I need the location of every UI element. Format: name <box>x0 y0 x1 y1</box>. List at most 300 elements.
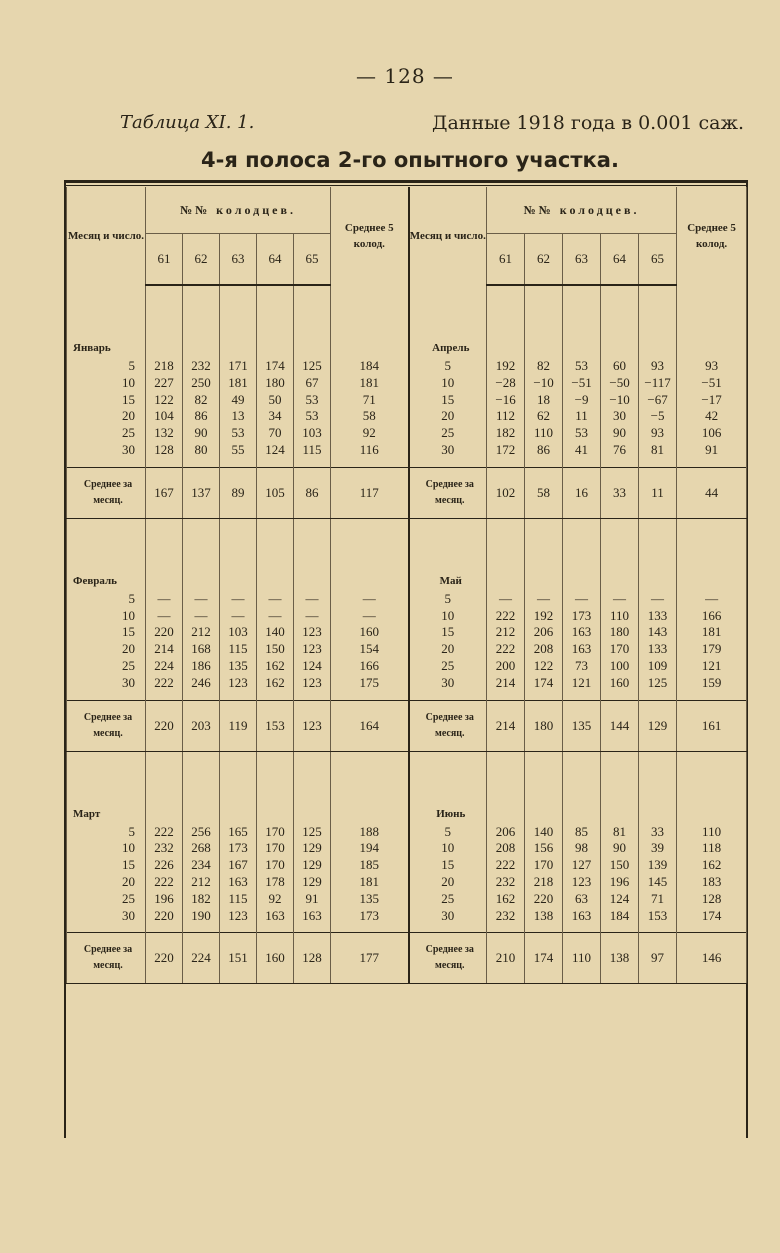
blank-cell <box>220 285 257 358</box>
day-cell-right: 5 <box>409 358 487 375</box>
value-cell: 170 <box>257 840 294 857</box>
month-average-value: 97 <box>639 933 677 984</box>
avg-value-cell: 135 <box>331 891 409 908</box>
blank-cell <box>294 459 331 468</box>
value-cell: 165 <box>220 824 257 841</box>
value-cell: 173 <box>220 840 257 857</box>
avg-value-cell: 166 <box>677 608 747 625</box>
month-average-row <box>67 700 747 751</box>
value-cell: 196 <box>146 891 183 908</box>
value-cell: 138 <box>525 908 563 925</box>
value-cell: 127 <box>563 857 601 874</box>
month-average-value: 11 <box>639 467 677 518</box>
value-cell: 163 <box>220 874 257 891</box>
blank-cell <box>294 518 331 591</box>
value-cell: 192 <box>487 358 525 375</box>
month-average-value: 138 <box>601 933 639 984</box>
blank-cell <box>601 459 639 468</box>
value-cell: 150 <box>601 857 639 874</box>
month-average-row <box>67 467 747 518</box>
well-header: 62 <box>525 234 563 286</box>
avg-value-cell: 194 <box>331 840 409 857</box>
value-cell: 222 <box>146 675 183 692</box>
well-header: 62 <box>183 234 220 286</box>
value-cell: 226 <box>146 857 183 874</box>
day-cell-left: 15 <box>67 624 146 641</box>
month-average-value: 153 <box>257 700 294 751</box>
value-cell: 227 <box>146 375 183 392</box>
month-average-value: 86 <box>294 467 331 518</box>
well-header: 63 <box>563 234 601 286</box>
value-cell: — <box>257 608 294 625</box>
month-average-value: 220 <box>146 700 183 751</box>
value-cell: 125 <box>639 675 677 692</box>
month-average-value: 220 <box>146 933 183 984</box>
day-cell-left: 25 <box>67 425 146 442</box>
value-cell: 145 <box>639 874 677 891</box>
month-average-value: 33 <box>601 467 639 518</box>
month-average-value: 135 <box>563 700 601 751</box>
avg-value-cell: 174 <box>677 908 747 925</box>
value-cell: 125 <box>294 358 331 375</box>
avg-value-cell: 188 <box>331 824 409 841</box>
blank-cell <box>294 285 331 358</box>
value-cell: −9 <box>563 392 601 409</box>
value-cell: 208 <box>487 840 525 857</box>
value-cell: 110 <box>601 608 639 625</box>
month-average-label-right: Среднее за месяц. <box>409 933 487 984</box>
value-cell: 171 <box>220 358 257 375</box>
month-average-total: 161 <box>677 700 747 751</box>
day-cell-right: 30 <box>409 442 487 459</box>
blank-cell <box>525 924 563 933</box>
table-row <box>67 857 747 874</box>
value-cell: 53 <box>294 408 331 425</box>
value-cell: 93 <box>639 425 677 442</box>
value-cell: 222 <box>146 824 183 841</box>
value-cell: 139 <box>639 857 677 874</box>
blank-cell <box>183 751 220 824</box>
value-cell: 218 <box>525 874 563 891</box>
well-header: 65 <box>639 234 677 286</box>
blank-cell <box>220 459 257 468</box>
day-cell-left: 10 <box>67 375 146 392</box>
value-cell: 163 <box>257 908 294 925</box>
well-header: 65 <box>294 234 331 286</box>
avg-value-cell: 42 <box>677 408 747 425</box>
avg-value-cell: 118 <box>677 840 747 857</box>
month-average-value: 151 <box>220 933 257 984</box>
value-cell: −117 <box>639 375 677 392</box>
value-cell: −16 <box>487 392 525 409</box>
value-cell: 123 <box>220 675 257 692</box>
value-cell: 123 <box>220 908 257 925</box>
value-cell: 162 <box>257 675 294 692</box>
value-cell: 234 <box>183 857 220 874</box>
avg-value-cell: 91 <box>677 442 747 459</box>
blank-cell <box>487 751 525 824</box>
blank-cell <box>257 692 294 701</box>
blank-cell <box>146 692 183 701</box>
blank-cell <box>525 692 563 701</box>
month-average-value: 16 <box>563 467 601 518</box>
blank-cell <box>639 751 677 824</box>
month-title-row <box>67 751 747 824</box>
blank-cell <box>183 924 220 933</box>
avg-value-cell: 181 <box>331 375 409 392</box>
day-cell-left: 5 <box>67 358 146 375</box>
value-cell: 115 <box>220 891 257 908</box>
value-cell: 62 <box>525 408 563 425</box>
value-cell: 55 <box>220 442 257 459</box>
value-cell: 162 <box>257 658 294 675</box>
avg-value-cell: 173 <box>331 908 409 925</box>
blank-cell <box>409 924 487 933</box>
value-cell: 110 <box>525 425 563 442</box>
blank-cell <box>257 285 294 358</box>
value-cell: 132 <box>146 425 183 442</box>
value-cell: 103 <box>294 425 331 442</box>
value-cell: 140 <box>257 624 294 641</box>
blank-cell <box>487 518 525 591</box>
value-cell: 232 <box>183 358 220 375</box>
value-cell: 115 <box>294 442 331 459</box>
avg-value-cell: 154 <box>331 641 409 658</box>
value-cell: 129 <box>294 840 331 857</box>
value-cell: 222 <box>146 874 183 891</box>
value-cell: 180 <box>601 624 639 641</box>
blank-cell <box>146 518 183 591</box>
value-cell: 162 <box>487 891 525 908</box>
value-cell: 200 <box>487 658 525 675</box>
value-cell: 174 <box>257 358 294 375</box>
table-row <box>67 658 747 675</box>
month-average-total: 146 <box>677 933 747 984</box>
value-cell: 71 <box>639 891 677 908</box>
value-cell: 246 <box>183 675 220 692</box>
avg-value-cell: — <box>677 591 747 608</box>
month-average-value: 105 <box>257 467 294 518</box>
value-cell: 206 <box>525 624 563 641</box>
month-name-left: Январь <box>67 285 146 358</box>
blank-cell <box>677 692 747 701</box>
month-average-label-right: Среднее за месяц. <box>409 700 487 751</box>
value-cell: 250 <box>183 375 220 392</box>
month-average-value: 137 <box>183 467 220 518</box>
blank-cell <box>294 692 331 701</box>
value-cell: 90 <box>601 840 639 857</box>
value-cell: 208 <box>525 641 563 658</box>
value-cell: — <box>487 591 525 608</box>
table-row <box>67 641 747 658</box>
value-cell: 67 <box>294 375 331 392</box>
value-cell: 184 <box>601 908 639 925</box>
value-cell: 150 <box>257 641 294 658</box>
month-average-label-left: Среднее за месяц. <box>67 467 146 518</box>
well-header: 61 <box>146 234 183 286</box>
month-average-value: 102 <box>487 467 525 518</box>
value-cell: 182 <box>487 425 525 442</box>
value-cell: 220 <box>146 624 183 641</box>
table-row <box>67 908 747 925</box>
value-cell: 90 <box>601 425 639 442</box>
blank-cell <box>220 518 257 591</box>
data-table <box>66 187 747 984</box>
table-subtitle: 4-я полоса 2-го опытного участка. <box>201 148 619 172</box>
blank-cell <box>677 459 747 468</box>
value-cell: −51 <box>563 375 601 392</box>
blank-cell <box>563 692 601 701</box>
value-cell: 39 <box>639 840 677 857</box>
month-average-total: 164 <box>331 700 409 751</box>
value-cell: 123 <box>294 675 331 692</box>
value-cell: — <box>146 591 183 608</box>
value-cell: 180 <box>257 375 294 392</box>
value-cell: 123 <box>563 874 601 891</box>
value-cell: 128 <box>146 442 183 459</box>
day-cell-left: 20 <box>67 874 146 891</box>
month-average-value: 214 <box>487 700 525 751</box>
table-row <box>67 824 747 841</box>
day-cell-right: 5 <box>409 591 487 608</box>
table-row <box>67 358 747 375</box>
month-title-row <box>67 285 747 358</box>
blank-cell <box>563 285 601 358</box>
month-average-label-left: Среднее за месяц. <box>67 933 146 984</box>
day-cell-left: 30 <box>67 675 146 692</box>
value-cell: 90 <box>183 425 220 442</box>
day-cell-right: 25 <box>409 891 487 908</box>
avg-value-cell: 121 <box>677 658 747 675</box>
value-cell: 163 <box>563 641 601 658</box>
value-cell: 123 <box>294 624 331 641</box>
avg-value-cell: 116 <box>331 442 409 459</box>
blank-cell <box>331 518 409 591</box>
value-cell: 186 <box>183 658 220 675</box>
avg-value-cell: −17 <box>677 392 747 409</box>
value-cell: 76 <box>601 442 639 459</box>
value-cell: 160 <box>601 675 639 692</box>
value-cell: 18 <box>525 392 563 409</box>
value-cell: 153 <box>639 908 677 925</box>
avg-value-cell: 58 <box>331 408 409 425</box>
value-cell: 181 <box>220 375 257 392</box>
table-row <box>67 392 747 409</box>
month-average-value: 110 <box>563 933 601 984</box>
value-cell: 129 <box>294 874 331 891</box>
data-table-frame <box>64 180 748 1138</box>
blank-cell <box>525 459 563 468</box>
value-cell: 182 <box>183 891 220 908</box>
value-cell: 80 <box>183 442 220 459</box>
value-cell: 53 <box>220 425 257 442</box>
month-average-value: 89 <box>220 467 257 518</box>
blank-cell <box>677 924 747 933</box>
day-cell-left: 10 <box>67 608 146 625</box>
value-cell: 121 <box>563 675 601 692</box>
blank-cell <box>257 518 294 591</box>
value-cell: 104 <box>146 408 183 425</box>
month-name-left: Февраль <box>67 518 146 591</box>
day-cell-right: 5 <box>409 824 487 841</box>
blank-cell <box>487 459 525 468</box>
blank-cell <box>487 285 525 358</box>
month-name-right: Июнь <box>409 751 487 824</box>
blank-cell <box>563 459 601 468</box>
month-average-label-left: Среднее за месяц. <box>67 700 146 751</box>
day-cell-right: 15 <box>409 392 487 409</box>
value-cell: 98 <box>563 840 601 857</box>
day-cell-left: 30 <box>67 442 146 459</box>
month-average-total: 117 <box>331 467 409 518</box>
blank-cell <box>183 459 220 468</box>
value-cell: 49 <box>220 392 257 409</box>
value-cell: 222 <box>487 608 525 625</box>
value-cell: — <box>146 608 183 625</box>
avg-value-cell: 181 <box>331 874 409 891</box>
value-cell: 133 <box>639 641 677 658</box>
value-cell: 220 <box>146 908 183 925</box>
blank-cell <box>183 285 220 358</box>
value-cell: 81 <box>639 442 677 459</box>
value-cell: 214 <box>146 641 183 658</box>
table-row <box>67 442 747 459</box>
value-cell: 163 <box>294 908 331 925</box>
well-header: 61 <box>487 234 525 286</box>
blank-cell <box>409 692 487 701</box>
month-average-value: 144 <box>601 700 639 751</box>
month-col-header-right: Месяц и число. <box>409 187 487 285</box>
month-average-value: 58 <box>525 467 563 518</box>
value-cell: 222 <box>487 641 525 658</box>
month-average-total: 44 <box>677 467 747 518</box>
blank-cell <box>677 518 747 591</box>
blank-cell <box>146 459 183 468</box>
month-average-value: 123 <box>294 700 331 751</box>
value-cell: 232 <box>487 908 525 925</box>
value-cell: 218 <box>146 358 183 375</box>
blank-cell <box>220 751 257 824</box>
blank-cell <box>601 924 639 933</box>
value-cell: 73 <box>563 658 601 675</box>
value-cell: 63 <box>563 891 601 908</box>
day-cell-left: 15 <box>67 392 146 409</box>
value-cell: 220 <box>525 891 563 908</box>
value-cell: — <box>525 591 563 608</box>
day-cell-right: 30 <box>409 908 487 925</box>
day-cell-left: 30 <box>67 908 146 925</box>
value-cell: 124 <box>257 442 294 459</box>
month-title-row <box>67 518 747 591</box>
blank-cell <box>183 518 220 591</box>
blank-cell <box>294 751 331 824</box>
value-cell: 190 <box>183 908 220 925</box>
day-cell-left: 20 <box>67 641 146 658</box>
value-cell: 50 <box>257 392 294 409</box>
blank-cell <box>146 924 183 933</box>
value-cell: 163 <box>563 908 601 925</box>
month-average-value: 180 <box>525 700 563 751</box>
well-header: 63 <box>220 234 257 286</box>
day-cell-right: 20 <box>409 408 487 425</box>
blank-cell <box>409 459 487 468</box>
value-cell: — <box>639 591 677 608</box>
table-row <box>67 840 747 857</box>
avg-value-cell: — <box>331 608 409 625</box>
day-cell-right: 20 <box>409 874 487 891</box>
avg-col-header-right: Среднее 5 колод. <box>677 187 747 285</box>
blank-cell <box>601 692 639 701</box>
value-cell: 33 <box>639 824 677 841</box>
value-cell: 133 <box>639 608 677 625</box>
wells-group-header-right: №№ колодцев. <box>487 187 677 234</box>
day-cell-right: 20 <box>409 641 487 658</box>
day-cell-right: 15 <box>409 624 487 641</box>
value-cell: 268 <box>183 840 220 857</box>
day-cell-right: 10 <box>409 840 487 857</box>
value-cell: 174 <box>525 675 563 692</box>
avg-value-cell: 162 <box>677 857 747 874</box>
value-cell: 109 <box>639 658 677 675</box>
value-cell: 86 <box>183 408 220 425</box>
avg-value-cell: 110 <box>677 824 747 841</box>
value-cell: −28 <box>487 375 525 392</box>
value-cell: 13 <box>220 408 257 425</box>
month-average-value: 210 <box>487 933 525 984</box>
avg-value-cell: 184 <box>331 358 409 375</box>
day-cell-left: 5 <box>67 824 146 841</box>
value-cell: 163 <box>563 624 601 641</box>
value-cell: 173 <box>563 608 601 625</box>
avg-value-cell: 71 <box>331 392 409 409</box>
value-cell: 232 <box>487 874 525 891</box>
avg-value-cell: 93 <box>677 358 747 375</box>
table-row <box>67 624 747 641</box>
value-cell: 129 <box>294 857 331 874</box>
month-average-value: 224 <box>183 933 220 984</box>
value-cell: 86 <box>525 442 563 459</box>
month-average-value: 174 <box>525 933 563 984</box>
value-cell: 53 <box>294 392 331 409</box>
value-cell: — <box>294 591 331 608</box>
value-cell: 82 <box>183 392 220 409</box>
month-col-header-left: Месяц и число. <box>67 187 146 285</box>
blank-cell <box>331 692 409 701</box>
value-cell: 125 <box>294 824 331 841</box>
value-cell: −10 <box>525 375 563 392</box>
value-cell: 212 <box>183 624 220 641</box>
avg-value-cell: 92 <box>331 425 409 442</box>
value-cell: 82 <box>525 358 563 375</box>
value-cell: 122 <box>525 658 563 675</box>
value-cell: 192 <box>525 608 563 625</box>
day-cell-left: 25 <box>67 658 146 675</box>
day-cell-right: 30 <box>409 675 487 692</box>
avg-value-cell: 175 <box>331 675 409 692</box>
blank-cell <box>331 751 409 824</box>
blank-cell <box>146 751 183 824</box>
value-cell: 41 <box>563 442 601 459</box>
day-cell-right: 15 <box>409 857 487 874</box>
value-cell: 212 <box>487 624 525 641</box>
avg-value-cell: 159 <box>677 675 747 692</box>
blank-cell <box>639 285 677 358</box>
month-name-left: Март <box>67 751 146 824</box>
value-cell: 222 <box>487 857 525 874</box>
table-row <box>67 608 747 625</box>
day-cell-right: 10 <box>409 608 487 625</box>
day-cell-left: 25 <box>67 891 146 908</box>
